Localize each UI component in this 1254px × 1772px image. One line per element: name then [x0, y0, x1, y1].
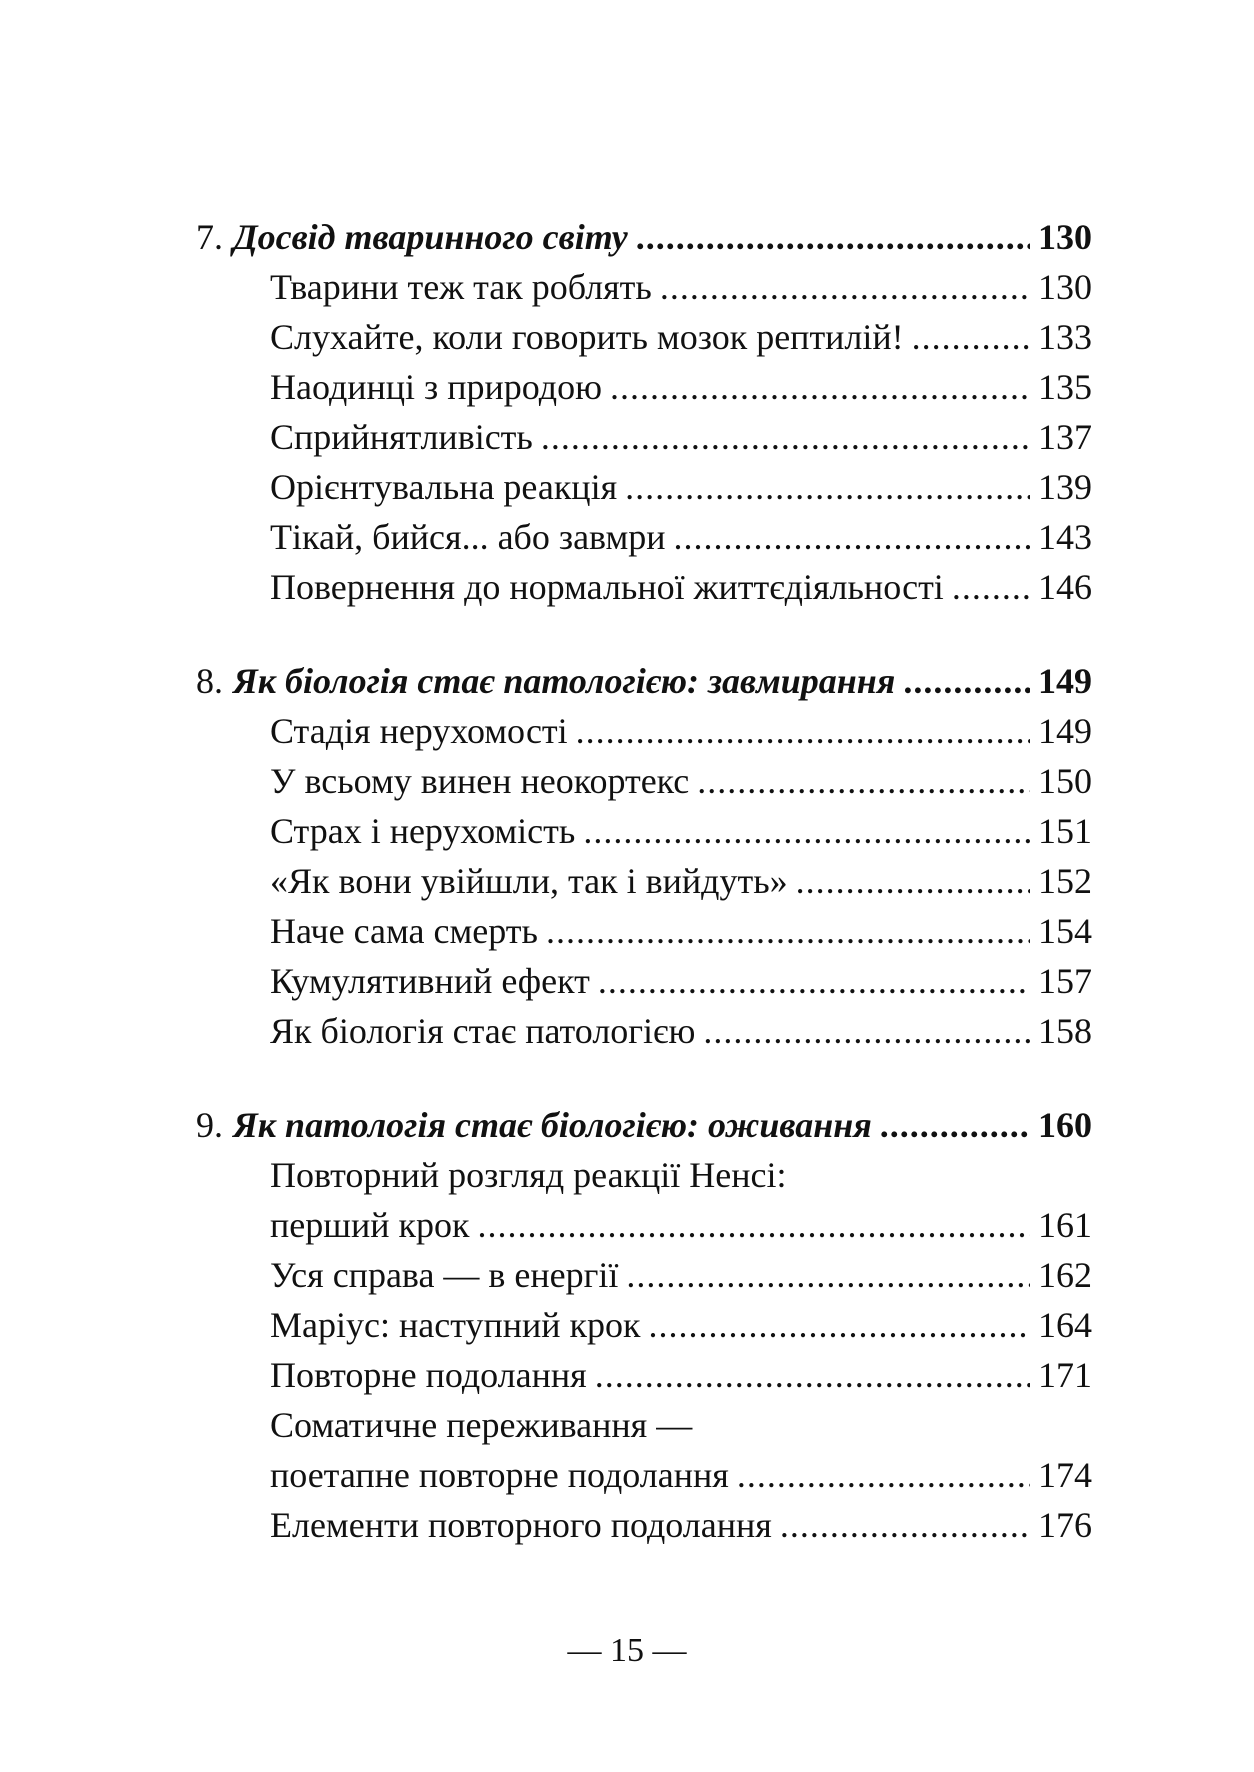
page-number: 149 [1038, 711, 1092, 751]
dot-leader [610, 362, 1030, 412]
toc-entry [196, 1200, 1092, 1250]
dot-leader [625, 462, 1030, 512]
entry-title: Повторне подолання [270, 1355, 587, 1395]
toc-entry [196, 1500, 1092, 1550]
entry-title: Страх і нерухомість [270, 811, 576, 851]
dot-leader [903, 656, 1030, 706]
page-number: 164 [1038, 1305, 1092, 1345]
page-folio: — 15 — [567, 1632, 687, 1669]
entry-title: Сприйнятливість [270, 417, 533, 457]
page-number: 149 [1038, 661, 1092, 701]
toc-entry [196, 956, 1092, 1006]
page-number: 151 [1038, 811, 1092, 851]
entry-title: У всьому винен неокортекс [270, 761, 690, 801]
entry-title: Елементи повторного подолання [270, 1505, 772, 1545]
dot-leader [697, 756, 1030, 806]
dot-leader [660, 262, 1030, 312]
toc-entry [196, 1350, 1092, 1400]
page-number: 150 [1038, 761, 1092, 801]
dot-leader [598, 956, 1030, 1006]
table-of-contents [196, 212, 1092, 1594]
toc-entry [196, 362, 1092, 412]
page-number: 152 [1038, 861, 1092, 901]
page-number: 137 [1038, 417, 1092, 457]
page-number: 139 [1038, 467, 1092, 507]
chapter-number: 7. [196, 217, 223, 257]
chapter-title: Як патологія стає біологією: оживання [233, 1105, 872, 1145]
page-number: 158 [1038, 1011, 1092, 1051]
page-number: 161 [1038, 1205, 1092, 1245]
entry-title: Наче сама смерть [270, 911, 538, 951]
chapter-7 [196, 212, 1092, 612]
toc-entry [196, 906, 1092, 956]
toc-entry [196, 856, 1092, 906]
dot-leader [737, 1450, 1030, 1500]
dot-leader [546, 906, 1030, 956]
toc-entry [196, 706, 1092, 756]
dot-leader [649, 1300, 1031, 1350]
toc-entry-continued [196, 1400, 1092, 1450]
page-number: 160 [1038, 1105, 1092, 1145]
chapter-heading [196, 1100, 1092, 1150]
chapter-title: Досвід тваринного світу [233, 217, 628, 257]
page-number: 133 [1038, 317, 1092, 357]
chapter-heading [196, 656, 1092, 706]
toc-entry [196, 806, 1092, 856]
chapter-number: 9. [196, 1105, 223, 1145]
toc-entry [196, 1300, 1092, 1350]
dot-leader [583, 806, 1030, 856]
page-number: 171 [1038, 1355, 1092, 1395]
chapter-8 [196, 656, 1092, 1056]
dot-leader [952, 562, 1030, 612]
toc-entry [196, 512, 1092, 562]
entry-title: Маріус: наступний крок [270, 1305, 641, 1345]
page-number: 143 [1038, 517, 1092, 557]
dot-leader [626, 1250, 1030, 1300]
entry-title: поетапне повторне подолання [270, 1455, 729, 1495]
dot-leader [703, 1006, 1030, 1056]
dot-leader [595, 1350, 1030, 1400]
page-number: 174 [1038, 1455, 1092, 1495]
entry-title: Тікай, бийся... або завмри [270, 517, 666, 557]
toc-entry [196, 1450, 1092, 1500]
page-number: 135 [1038, 367, 1092, 407]
page-number: 130 [1038, 217, 1092, 257]
dot-leader [780, 1500, 1030, 1550]
toc-entry [196, 412, 1092, 462]
toc-entry [196, 1250, 1092, 1300]
entry-title: Тварини теж так роблять [270, 267, 652, 307]
dot-leader [880, 1100, 1030, 1150]
dot-leader [912, 312, 1030, 362]
entry-title: «Як вони увійшли, так і вийдуть» [270, 861, 788, 901]
dot-leader [477, 1200, 1030, 1250]
entry-title: Стадія нерухомості [270, 711, 568, 751]
entry-title: Як біологія стає патологією [270, 1011, 696, 1051]
dot-leader [636, 212, 1030, 262]
entry-title: Повернення до нормальної життєдіяльності [270, 567, 944, 607]
page-number: 146 [1038, 567, 1092, 607]
dot-leader [541, 412, 1030, 462]
entry-title: Слухайте, коли говорить мозок рептилій! [270, 317, 904, 357]
toc-entry [196, 262, 1092, 312]
dot-leader [796, 856, 1030, 906]
page-number: 176 [1038, 1505, 1092, 1545]
toc-entry [196, 462, 1092, 512]
entry-title: Соматичне переживання — [270, 1405, 693, 1445]
toc-entry [196, 562, 1092, 612]
chapter-heading [196, 212, 1092, 262]
entry-title: Уся справа — в енергії [270, 1255, 619, 1295]
toc-entry-continued [196, 1150, 1092, 1200]
page-number: 130 [1038, 267, 1092, 307]
entry-title: перший крок [270, 1205, 470, 1245]
toc-entry [196, 756, 1092, 806]
dot-leader [674, 512, 1031, 562]
toc-entry [196, 312, 1092, 362]
chapter-title: Як біологія стає патологією: завмирання [233, 661, 896, 701]
chapter-9 [196, 1100, 1092, 1550]
page-number: 157 [1038, 961, 1092, 1001]
entry-title: Орієнтувальна реакція [270, 467, 618, 507]
entry-title: Кумулятивний ефект [270, 961, 590, 1001]
chapter-number: 8. [196, 661, 223, 701]
dot-leader [576, 706, 1030, 756]
entry-title: Повторний розгляд реакції Ненсі: [270, 1155, 787, 1195]
page-number: 162 [1038, 1255, 1092, 1295]
entry-title: Наодинці з природою [270, 367, 602, 407]
page-number: 154 [1038, 911, 1092, 951]
toc-entry [196, 1006, 1092, 1056]
